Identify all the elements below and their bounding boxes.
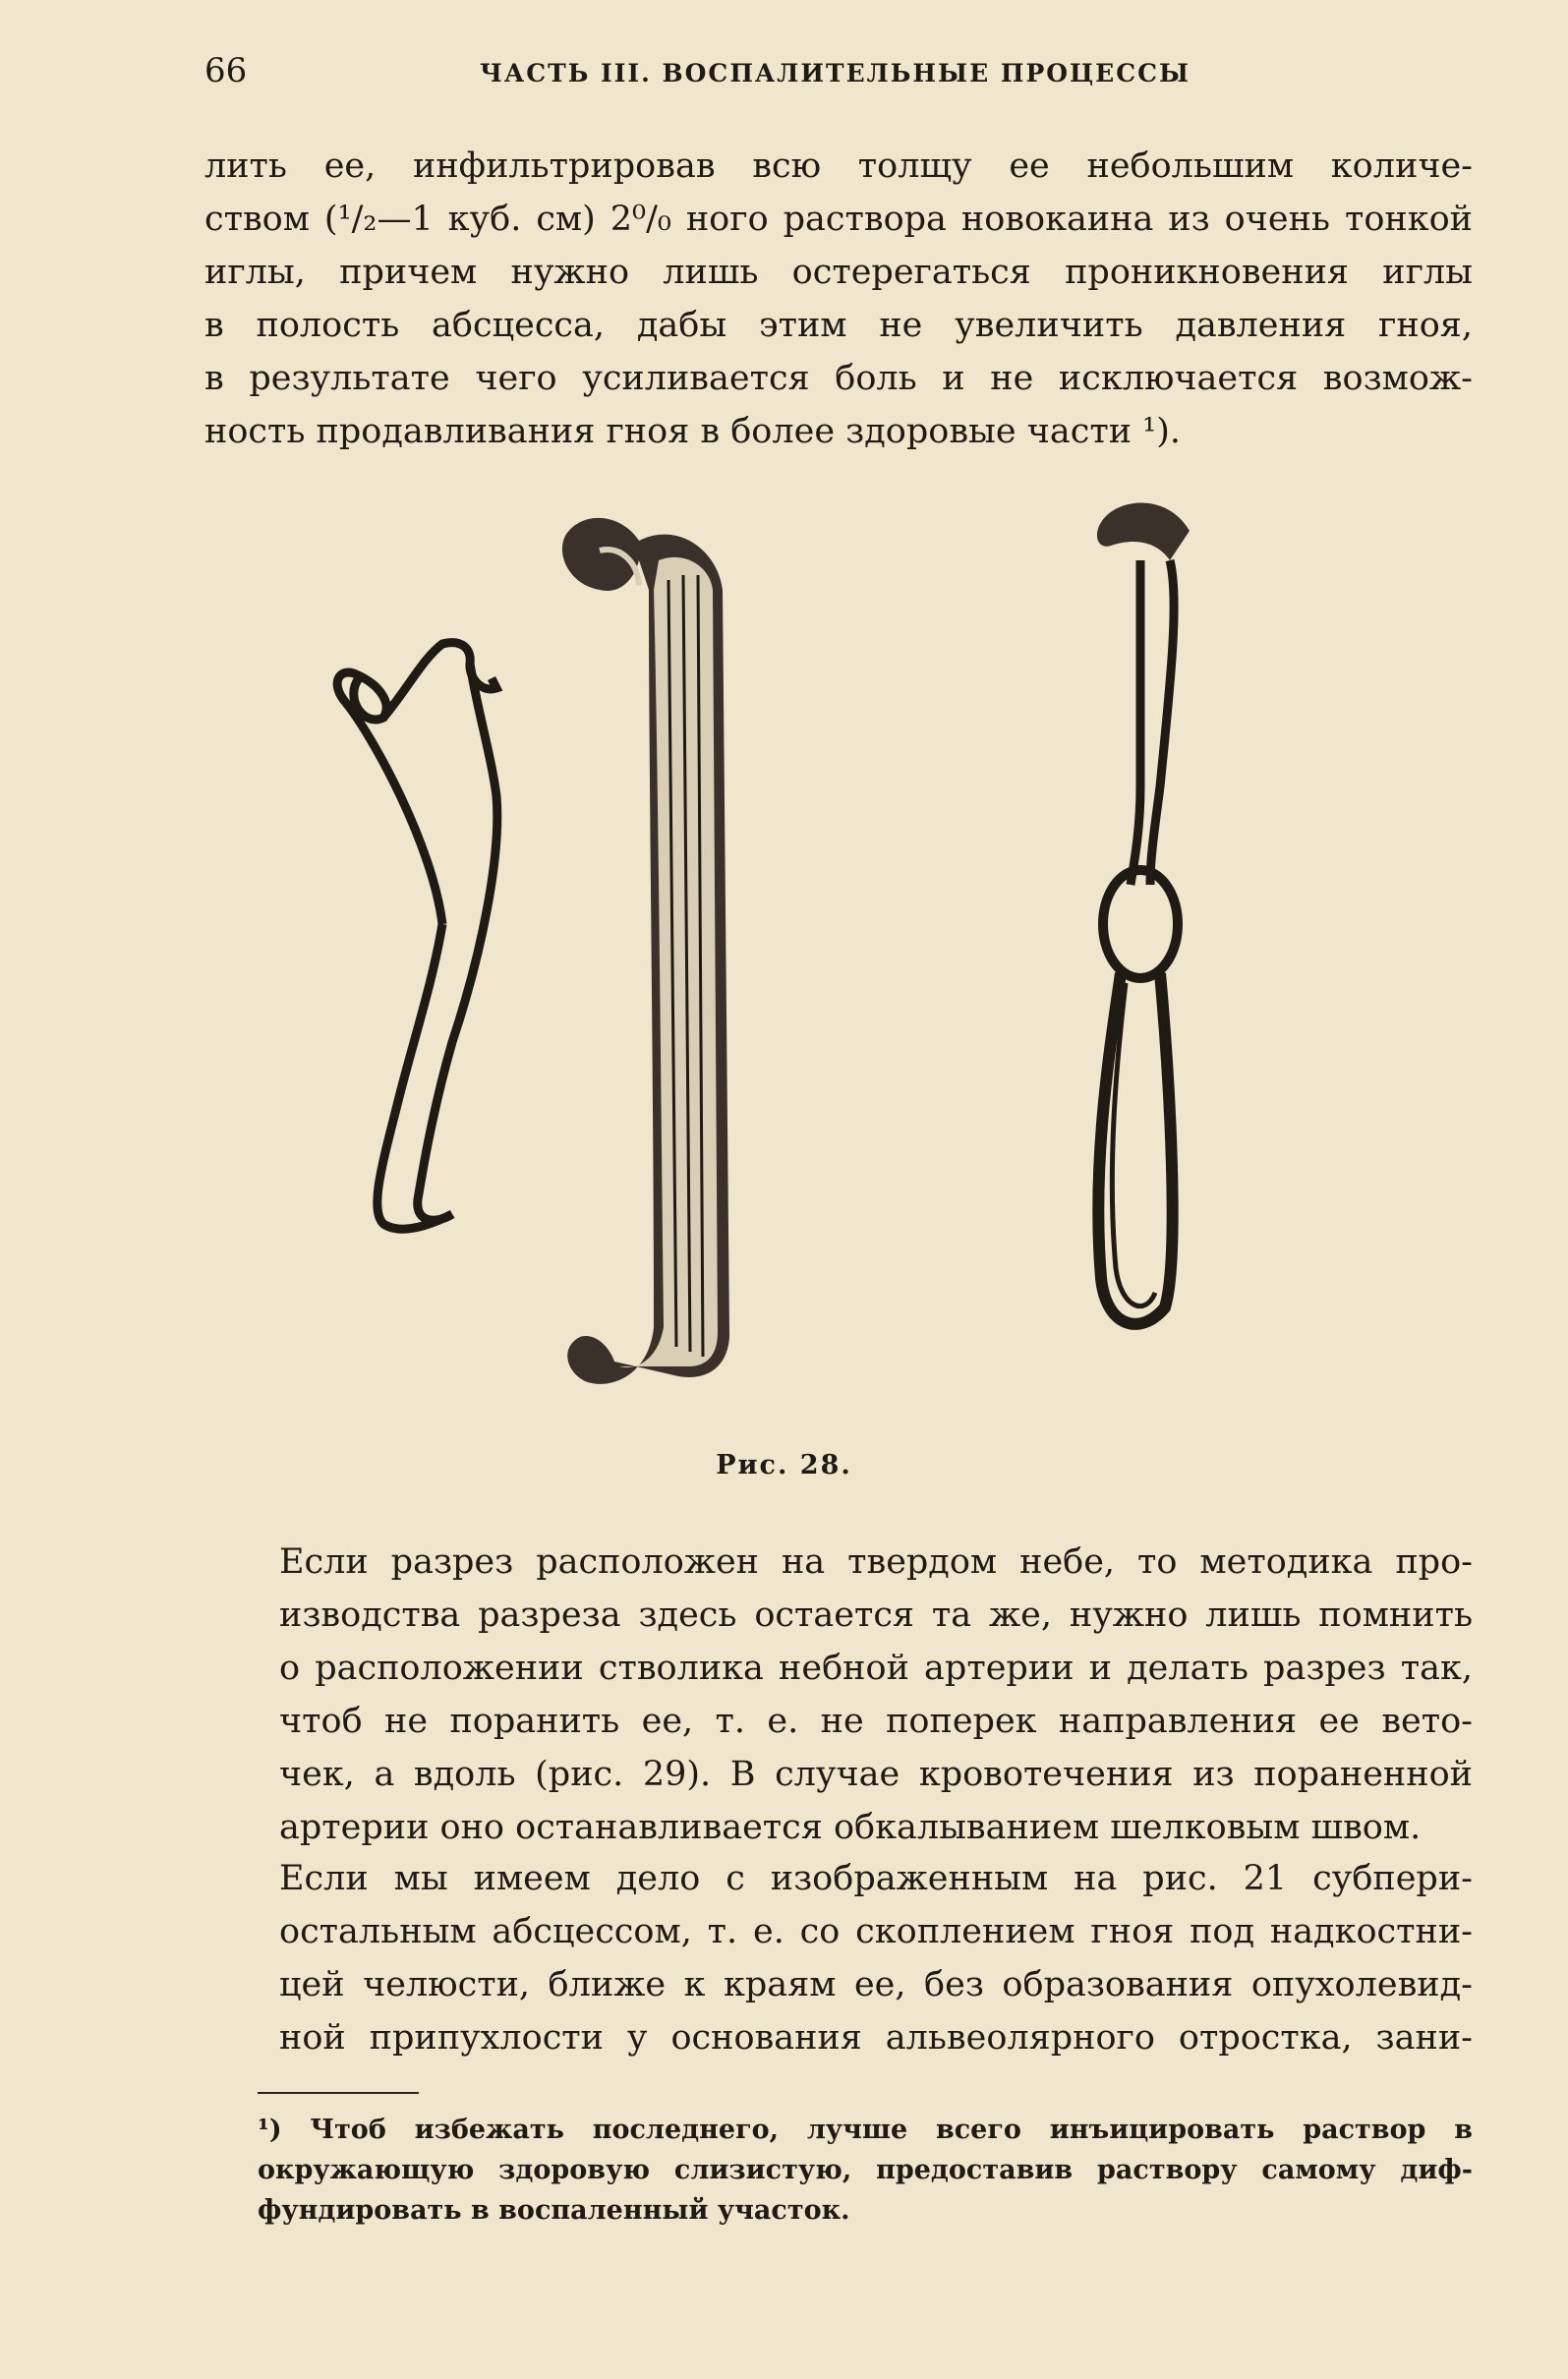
figure-caption: Рис. 28. (716, 1450, 852, 1480)
flat-retractor-illustration (562, 518, 729, 1384)
text-line: остальным абсцессом, т. е. со скоплением гноя под надкостни- (279, 1912, 1473, 1951)
text-line: иглы, причем нужно лишь остерегаться проникновения иглы (204, 253, 1473, 292)
spatula-retractor-illustration (1097, 502, 1190, 1323)
text-line: ной припухлости у основания альвеолярного отростка, зани- (279, 2018, 1473, 2058)
paragraph-3 (204, 1852, 1473, 2064)
text-line: Если разрез расположен на твердом небе, то методика про- (279, 1542, 1473, 1582)
footnote-divider (258, 2092, 419, 2094)
text-line: цей челюсти, ближе к краям ее, без образования опухолевид- (279, 1965, 1473, 2004)
text-line: чек, а вдоль (рис. 29). В случае кровотечения из пораненной (279, 1755, 1473, 1794)
paragraph-1 (204, 140, 1473, 458)
text-line: Если мы имеем дело с изображенным на рис. 21 субпери- (279, 1859, 1473, 1898)
paragraph-2 (204, 1536, 1473, 1854)
figure-28-instruments (324, 492, 1327, 1435)
footnote (258, 2110, 1473, 2231)
text-line: артерии оно останавливается обкалыванием шелковым швом. (279, 1808, 1422, 1847)
text-line: о расположении стволика небной артерии и делать разрез так, (279, 1649, 1473, 1688)
footnote-line: фундировать в воспаленный участок. (258, 2195, 850, 2226)
text-line: в полость абсцесса, дабы этим не увеличить давления гноя, (204, 306, 1473, 345)
text-line: чтоб не поранить ее, т. е. не поперек направления ее вето- (279, 1702, 1473, 1741)
text-line: ством (¹/₂—1 куб. см) 2⁰/₀ ного раствора новокаина из очень тонкой (204, 200, 1473, 239)
running-title: ЧАСТЬ III. ВОСПАЛИТЕЛЬНЫЕ ПРОЦЕССЫ (480, 59, 1191, 87)
text-line: изводства разреза здесь остается та же, нужно лишь помнить (279, 1596, 1473, 1635)
page-header (204, 51, 1473, 96)
text-line: ность продавливания гноя в более здоровые части ¹). (204, 412, 1181, 451)
text-line: лить ее, инфильтрировав всю толщу ее небольшим количе- (204, 146, 1473, 186)
text-line: в результате чего усиливается боль и не исключается возмож- (204, 359, 1473, 398)
wire-retractor-illustration (337, 643, 497, 1230)
footnote-line: ¹) Чтоб избежать последнего, лучше всего инъицировать раствор в (258, 2115, 1473, 2145)
page-number: 66 (204, 51, 248, 90)
footnote-line: окружающую здоровую слизистую, предоставив раствору самому диф- (258, 2155, 1473, 2185)
